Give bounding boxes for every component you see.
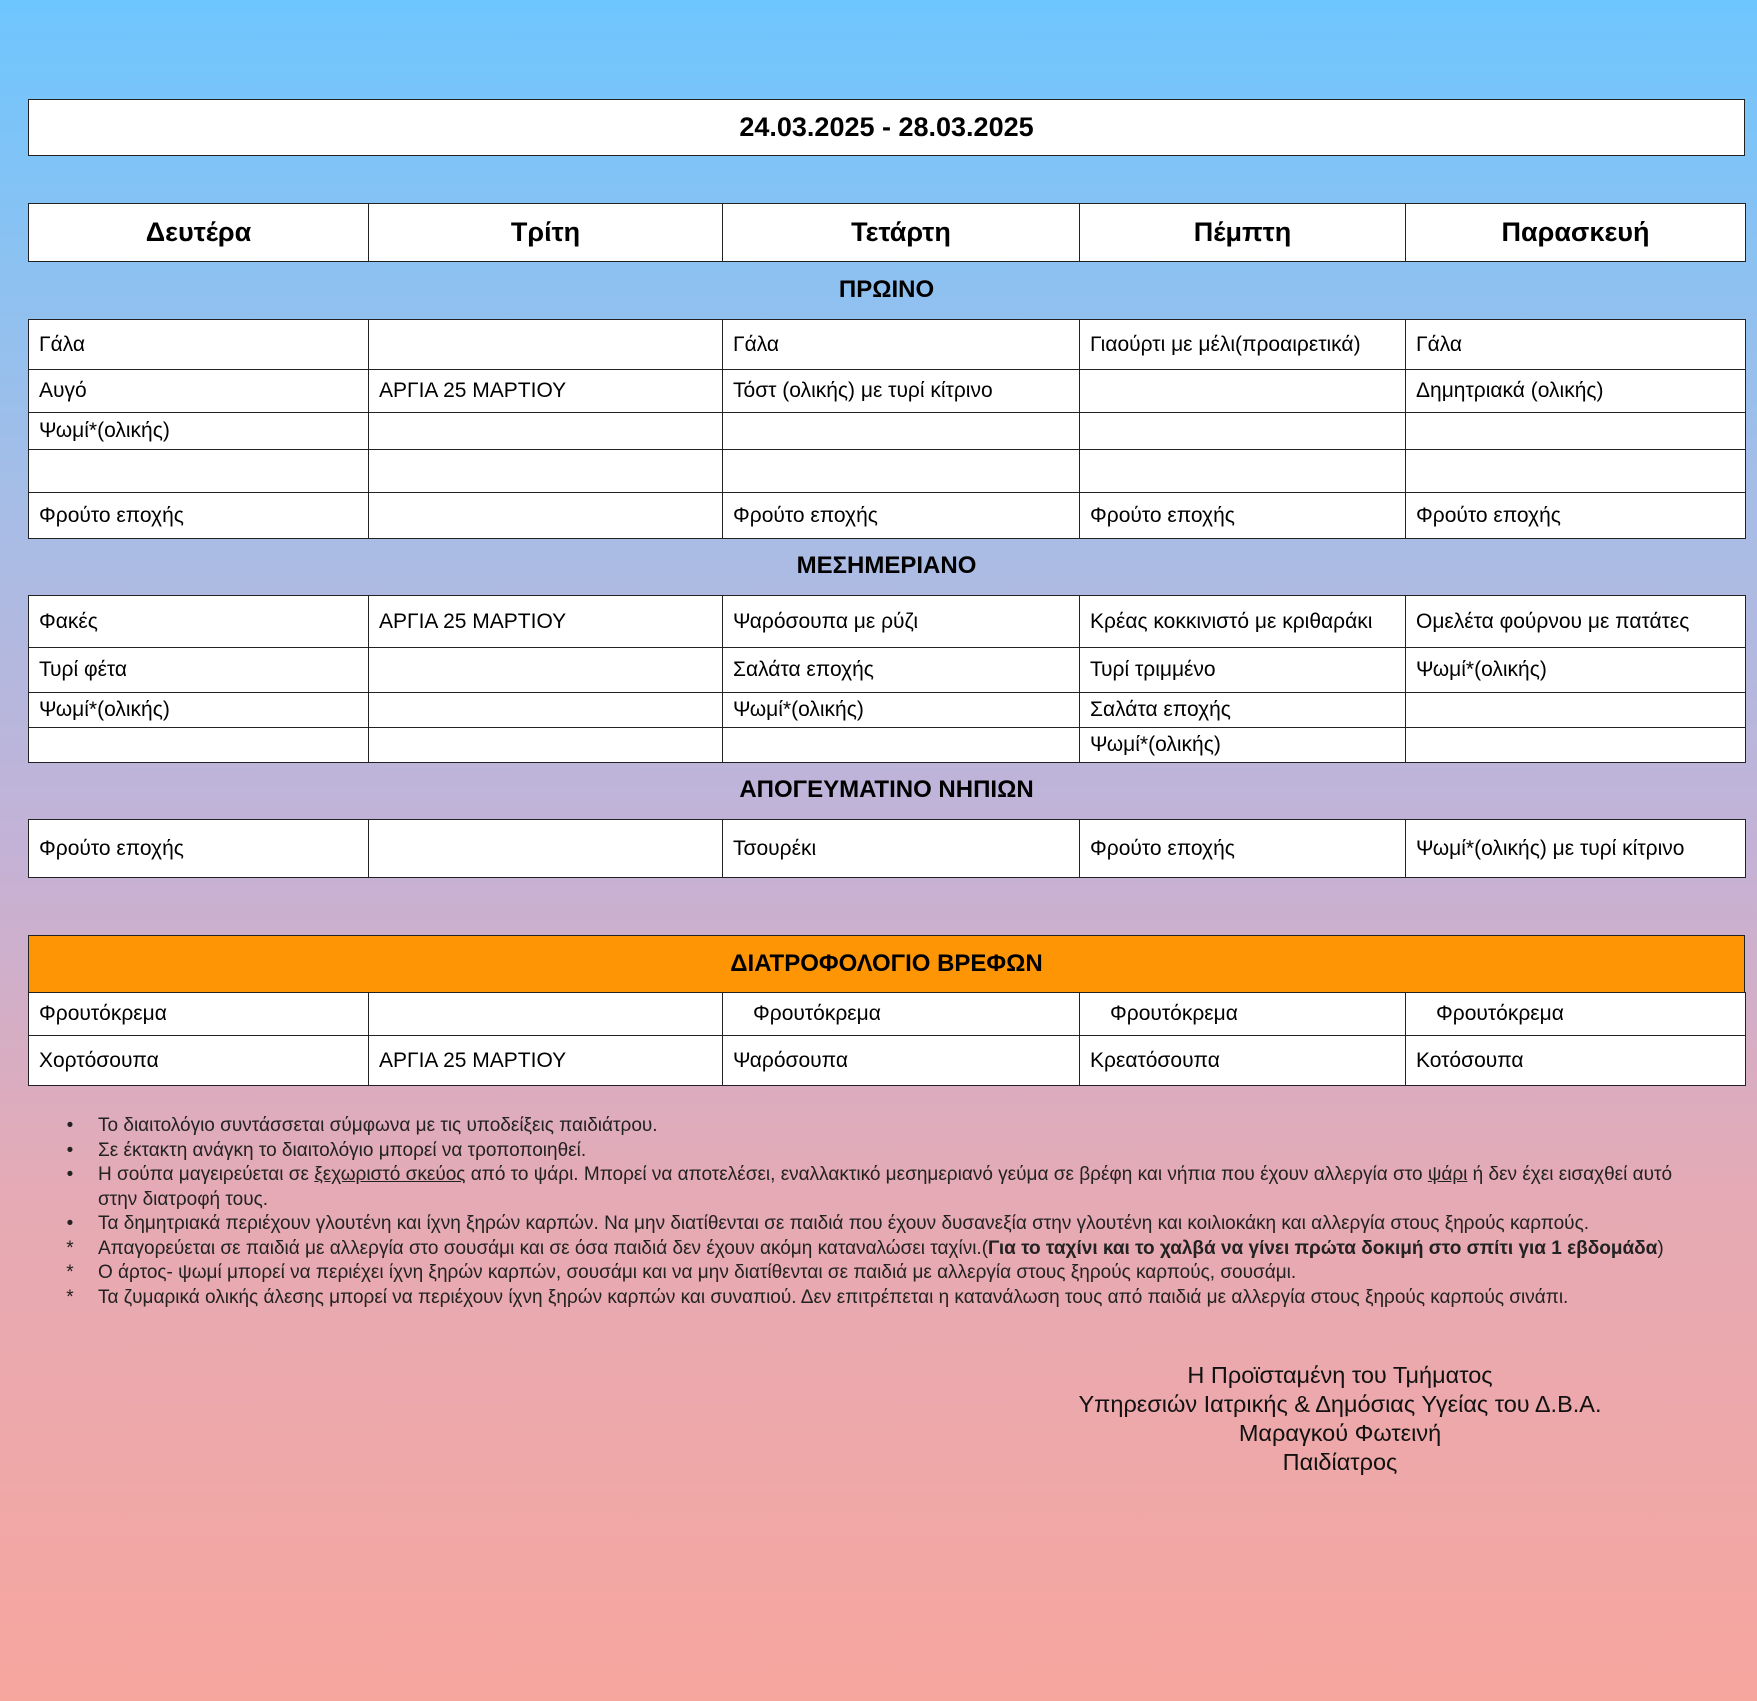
note-item <box>60 1261 1710 1286</box>
meal-cell: Τυρί φέτα <box>29 648 369 693</box>
bullet-mark: • <box>66 1164 74 1185</box>
day-monday: Δευτέρα <box>29 204 369 262</box>
meal-cell: Ομελέτα φούρνου με πατάτες <box>1406 596 1746 648</box>
meal-cell: Φρουτόκρεμα <box>29 993 369 1036</box>
meal-cell <box>723 728 1080 763</box>
days-header-table <box>28 203 1746 262</box>
section-title-afternoon: ΑΠΟΓΕΥΜΑΤΙΝΟ ΝΗΠΙΩΝ <box>739 776 1034 803</box>
meal-cell <box>369 993 723 1036</box>
section-title-lunch: ΜΕΣΗΜΕΡΙΑΝΟ <box>796 552 977 579</box>
meal-cell <box>1080 450 1406 493</box>
meal-cell: Ψωμί*(ολικής) <box>723 693 1080 728</box>
signature-name: Μαραγκού Φωτεινή <box>1238 1420 1442 1446</box>
meal-cell: Γιαούρτι με μέλι(προαιρετικά) <box>1080 320 1406 370</box>
meal-cell: Τσουρέκι <box>723 820 1080 878</box>
note-text: Η σούπα μαγειρεύεται σε <box>98 1164 315 1185</box>
meal-cell <box>369 413 723 450</box>
day-friday: Παρασκευή <box>1406 204 1746 262</box>
meal-cell: Φρουτόκρεμα <box>1080 993 1406 1036</box>
meal-cell: Ψωμί*(ολικής) <box>1080 728 1406 763</box>
meal-cell <box>369 493 723 539</box>
meal-cell <box>1406 693 1746 728</box>
meal-cell: Ψαρόσουπα με ρύζι <box>723 596 1080 648</box>
star-mark: * <box>66 1237 74 1259</box>
note-bold: Για το ταχίνι και το χαλβά να γίνει πρώτα δοκιμή στο σπίτι για 1 εβδομάδα <box>988 1237 1658 1259</box>
notes-list <box>60 1114 1710 1310</box>
note-text: Τα δημητριακά περιέχουν γλουτένη και ίχνη ξηρών καρπών. Να μην διατίθενται σε παιδιά που έχουν δυσανεξία στην γλουτένη και κοιλιοκάκη και αλλεργία στους ξηρούς καρπούς. <box>98 1213 1589 1234</box>
note-text: Σε έκτακτη ανάγκη το διαιτολόγιο μπορεί να τροποποιηθεί. <box>98 1139 587 1161</box>
meal-cell <box>369 820 723 878</box>
meal-cell: Αυγό <box>29 370 369 413</box>
meal-cell: Φρούτο εποχής <box>1406 493 1746 539</box>
note-text: Απαγορεύεται σε παιδιά με αλλεργία στο σουσάμι και σε όσα παιδιά δεν έχουν ακόμη καταναλώσει ταχίνι.( <box>98 1237 989 1259</box>
meal-cell: Φρούτο εποχής <box>29 820 369 878</box>
meal-cell <box>369 320 723 370</box>
meal-cell: Γάλα <box>723 320 1080 370</box>
breakfast-table <box>28 319 1746 539</box>
day-wednesday: Τετάρτη <box>723 204 1080 262</box>
meal-cell: Φακές <box>29 596 369 648</box>
note-item <box>60 1212 1710 1237</box>
meal-cell <box>1080 370 1406 413</box>
bullet-mark: • <box>66 1139 74 1161</box>
meal-cell: Φρούτο εποχής <box>723 493 1080 539</box>
section-title-breakfast: ΠΡΩΙΝΟ <box>838 276 935 303</box>
meal-cell: Κρέας κοκκινιστό με κριθαράκι <box>1080 596 1406 648</box>
note-item <box>60 1286 1710 1311</box>
meal-cell: Γάλα <box>1406 320 1746 370</box>
star-mark: * <box>66 1286 74 1308</box>
note-item <box>60 1114 1710 1139</box>
meal-cell <box>369 648 723 693</box>
meal-cell: ΑΡΓΙΑ 25 ΜΑΡΤΙΟΥ <box>369 370 723 413</box>
meal-cell <box>369 693 723 728</box>
meal-cell: Γάλα <box>29 320 369 370</box>
meal-cell: Φρούτο εποχής <box>29 493 369 539</box>
meal-cell <box>369 450 723 493</box>
note-text: Τα ζυμαρικά ολικής άλεσης μπορεί να περιέχουν ίχνη ξηρών καρπών και συναπιού. Δεν επιτρέπεται η κατανάλωση τους από παιδιά με αλλεργία στους ξηρούς καρπούς σινάπι. <box>98 1286 1569 1308</box>
bullet-mark: • <box>66 1115 74 1136</box>
meal-cell: Κρεατόσουπα <box>1080 1036 1406 1086</box>
section-title-infants: ΔΙΑΤΡΟΦΟΛΟΓΙΟ ΒΡΕΦΩΝ <box>28 935 1745 993</box>
meal-cell: Κοτόσουπα <box>1406 1036 1746 1086</box>
meal-cell <box>1406 413 1746 450</box>
meal-cell: Ψωμί*(ολικής) <box>1406 648 1746 693</box>
meal-cell: ΑΡΓΙΑ 25 ΜΑΡΤΙΟΥ <box>369 596 723 648</box>
date-range-header: 24.03.2025 - 28.03.2025 <box>28 99 1745 156</box>
note-text: Ο άρτος- ψωμί μπορεί να περιέχει ίχνη ξηρών καρπών, σουσάμι και να μην διατίθενται σε παιδιά με αλλεργία στους ξηρούς καρπούς, σουσάμι. <box>98 1262 1297 1283</box>
note-underline: ξεχωριστό σκεύος <box>314 1164 466 1185</box>
note-text: ή δεν έχει εισαχθεί αυτό στην διατροφή τους. <box>98 1164 1673 1210</box>
note-item <box>60 1139 1710 1164</box>
note-text: ) <box>1657 1237 1664 1259</box>
meal-cell <box>29 450 369 493</box>
note-text: από το ψάρι. Μπορεί να αποτελέσει, εναλλακτικό μεσημεριανό γεύμα σε βρέφη και νήπια που έχουν αλλεργία στο <box>465 1164 1428 1185</box>
meal-cell <box>29 728 369 763</box>
meal-cell: Φρούτο εποχής <box>1080 493 1406 539</box>
star-mark: * <box>66 1262 74 1283</box>
meal-cell: Φρούτο εποχής <box>1080 820 1406 878</box>
infants-table <box>28 992 1746 1086</box>
note-text: Το διαιτολόγιο συντάσσεται σύμφωνα με τις υποδείξεις παιδιάτρου. <box>98 1115 658 1136</box>
meal-cell: Ψωμί*(ολικής) με τυρί κίτρινο <box>1406 820 1746 878</box>
note-underline: ψάρι <box>1427 1164 1468 1185</box>
meal-cell: Δημητριακά (ολικής) <box>1406 370 1746 413</box>
lunch-table <box>28 595 1746 763</box>
note-item <box>60 1237 1710 1262</box>
meal-cell: Σαλάτα εποχής <box>1080 693 1406 728</box>
afternoon-table <box>28 819 1746 878</box>
meal-cell: Φρουτόκρεμα <box>1406 993 1746 1036</box>
signature-department: Υπηρεσιών Ιατρικής & Δημόσιας Υγείας του Δ.Β.Α. <box>1078 1391 1602 1417</box>
meal-cell <box>1080 413 1406 450</box>
note-item <box>60 1163 1710 1212</box>
meal-cell: Σαλάτα εποχής <box>723 648 1080 693</box>
meal-cell <box>1406 728 1746 763</box>
meal-cell <box>723 450 1080 493</box>
meal-cell: Ψωμί*(ολικής) <box>29 693 369 728</box>
day-thursday: Πέμπτη <box>1080 204 1406 262</box>
meal-cell: Ψωμί*(ολικής) <box>29 413 369 450</box>
meal-cell: Τυρί τριμμένο <box>1080 648 1406 693</box>
meal-cell: Τόστ (ολικής) με τυρί κίτρινο <box>723 370 1080 413</box>
meal-cell <box>723 413 1080 450</box>
signature-title: Η Προϊσταμένη του Τμήματος <box>1187 1362 1493 1388</box>
meal-cell <box>369 728 723 763</box>
day-tuesday: Τρίτη <box>369 204 723 262</box>
signature-role: Παιδίατρος <box>1282 1449 1398 1475</box>
meal-cell: Φρουτόκρεμα <box>723 993 1080 1036</box>
meal-cell: Ψαρόσουπα <box>723 1036 1080 1086</box>
meal-cell <box>1406 450 1746 493</box>
meal-cell: ΑΡΓΙΑ 25 ΜΑΡΤΙΟΥ <box>369 1036 723 1086</box>
meal-cell: Χορτόσουπα <box>29 1036 369 1086</box>
bullet-mark: • <box>66 1213 74 1234</box>
